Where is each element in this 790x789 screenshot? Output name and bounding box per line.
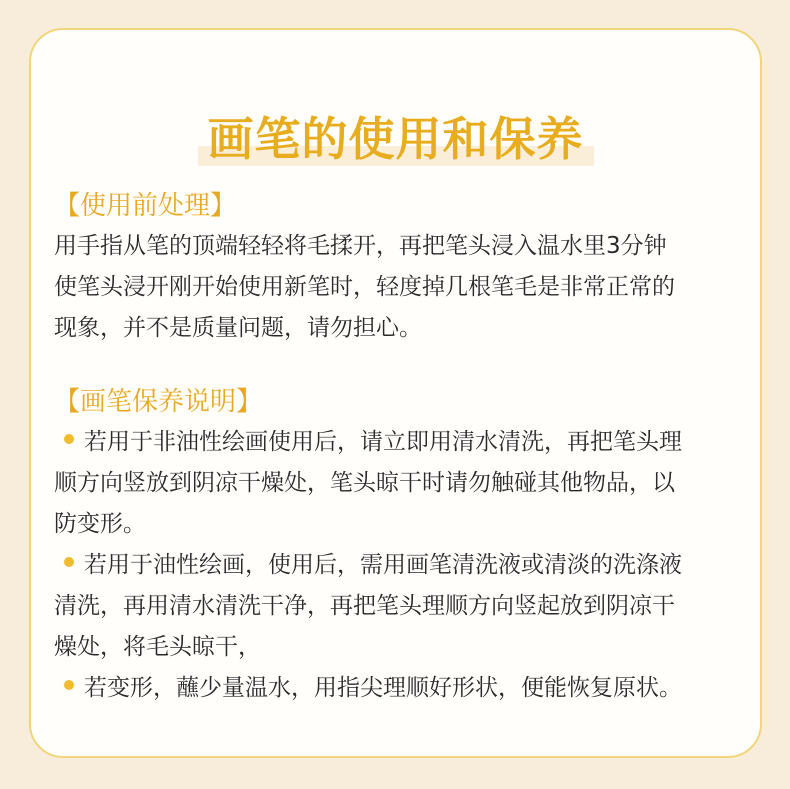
list-item-line: 清洗，再用清水清洗干净，再把笔头理顺方向竖起放到阴凉干 — [54, 593, 675, 619]
list-item-first-line — [54, 545, 744, 586]
list-item-first-line — [54, 422, 744, 463]
paragraph-line: 现象，并不是质量问题，请勿担心。 — [54, 315, 422, 341]
title-wrap — [31, 110, 760, 168]
paragraph-line: 用手指从笔的顶端轻轻将毛揉开，再把笔头浸入温水里3分钟 — [54, 233, 667, 259]
section-spacer — [54, 349, 744, 382]
maintenance-item — [54, 668, 744, 709]
section-heading-preparation: 【使用前处理】 — [54, 191, 237, 221]
page-title-text: 画笔的使用和保养 — [207, 112, 584, 166]
list-item-line: 防变形。 — [54, 511, 146, 537]
paragraph-line: 使笔头浸开刚开始使用新笔时，轻度掉几根笔毛是非常正常的 — [54, 274, 675, 300]
maintenance-item — [54, 422, 744, 545]
bullet-dot-icon — [64, 434, 74, 444]
page-title — [198, 110, 594, 168]
preparation-paragraph — [54, 226, 744, 349]
list-item-line: 顺方向竖放到阴凉干燥处，笔头晾干时请勿触碰其他物品，以 — [54, 470, 675, 496]
list-item-text: 若用于非油性绘画使用后，请立即用清水清洗，再把笔头理 — [84, 429, 682, 455]
section-heading-maintenance: 【画笔保养说明】 — [54, 387, 263, 417]
maintenance-item — [54, 545, 744, 668]
bullet-dot-icon — [64, 680, 74, 690]
bullet-dot-icon — [64, 557, 74, 567]
list-item-text: 若变形，蘸少量温水，用指尖理顺好形状，便能恢复原状。 — [84, 675, 682, 701]
content — [54, 186, 744, 709]
list-item-text: 若用于油性绘画，使用后，需用画笔清洗液或清淡的洗涤液 — [84, 552, 682, 578]
list-item-line: 燥处，将毛头晾干， — [54, 634, 261, 660]
list-item-first-line — [54, 668, 744, 709]
